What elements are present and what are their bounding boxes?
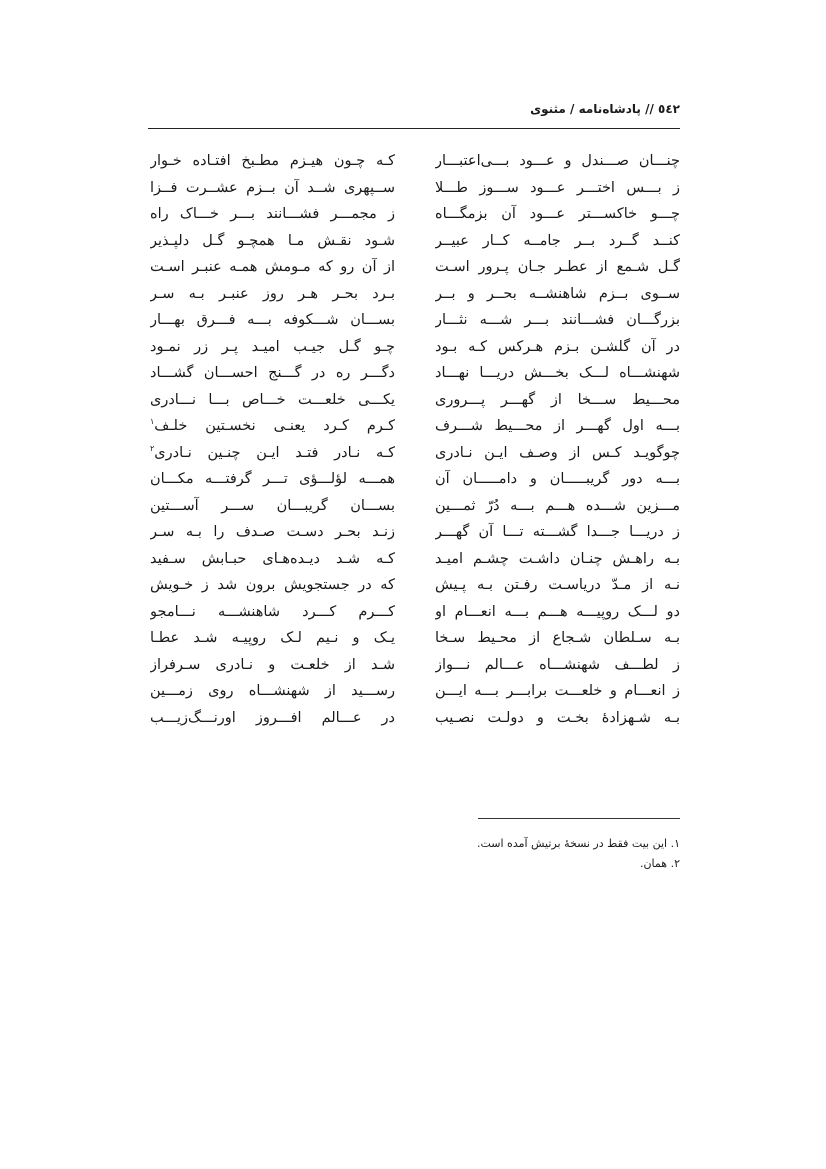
hemistich-right [435, 413, 680, 439]
hemistich-right [435, 546, 680, 572]
hemistich-text: بـــه دور گریبـــــان و دامـــــان آن [435, 471, 680, 488]
hemistich-text: شـود نقـش مـا همچـو گـل دلپـذیر [150, 232, 395, 249]
hemistich-text: شـد از خلعـت و نـادری سـرفراز [150, 656, 395, 673]
hemistich-text: در عـــالم افـــروز اورنـــگ‌زیـــب [150, 709, 395, 726]
footnote: ۲. همان. [639, 857, 680, 870]
hemistich-text: زنـد بحـر دسـت صـدف را بـه سـر [150, 524, 395, 541]
page-number: ٥٤٢ [658, 102, 680, 116]
verse-row [150, 413, 680, 440]
running-head [530, 102, 680, 116]
hemistich-text: ســپهری شــد آن بــزم عشــرت فــزا [150, 179, 395, 196]
hemistich-left [150, 201, 395, 227]
hemistich-left [150, 254, 395, 280]
hemistich-text: رســـید از شهنشـــاه روی زمـــین [150, 683, 395, 700]
hemistich-text: کـرم کـرد یعنـی نخسـتین خلـف [154, 418, 395, 435]
verse-row [150, 307, 680, 334]
hemistich-text: بـه سـلطان شـجاع از محـیط سـخا [435, 630, 680, 647]
hemistich-text: کـه نـادر فتـد ایـن چنـین نـادری [154, 444, 395, 461]
verse-row [150, 281, 680, 308]
hemistich-text: چوگویـد کـس از وصـف ایـن نـادری [435, 444, 680, 461]
hemistich-right [435, 678, 680, 704]
hemistich-right [435, 440, 680, 466]
hemistich-right [435, 334, 680, 360]
hemistich-left [150, 307, 395, 333]
hemistich-left [150, 148, 395, 174]
hemistich-text: بـه راهـش چنـان داشـت چشـم امیـد [435, 550, 680, 567]
hemistich-text: بســـان گریبـــان ســـر آســـتین [150, 497, 395, 514]
verse-row [150, 493, 680, 520]
hemistich-text: چـــو خاکســـتر عـــود آن بزمگـــاه [435, 206, 680, 223]
verse-row [150, 228, 680, 255]
hemistich-right [435, 254, 680, 280]
footnote-reference: ۲ [150, 443, 155, 453]
hemistich-right [435, 175, 680, 201]
hemistich-left [150, 466, 395, 492]
verse-row [150, 546, 680, 573]
hemistich-right [435, 572, 680, 598]
verse-row [150, 678, 680, 705]
hemistich-text: محـــیط ســـخا از گهـــر پـــروری [435, 391, 680, 408]
verse-row [150, 466, 680, 493]
verse-row [150, 652, 680, 679]
hemistich-right [435, 228, 680, 254]
verse-row [150, 201, 680, 228]
hemistich-left [150, 175, 395, 201]
verse-row [150, 572, 680, 599]
hemistich-text: گـل شـمع از عطـر جـان پـرور اسـت [435, 259, 680, 276]
verse-row [150, 148, 680, 175]
book-title: پادشاه‌نامه [578, 102, 641, 116]
hemistich-text: کـــرم کـــرد شاهنشـــه نـــامجو [150, 603, 395, 620]
hemistich-right [435, 519, 680, 545]
hemistich-text: دو لـــک روپیـــه هـــم بـــه انعـــام او [435, 603, 680, 620]
hemistich-text: ز دریـــا جـــدا گشـــته تـــا آن گهـــر [435, 524, 680, 541]
hemistich-text: کـه چـون هیـزم مطـبخ افتـاده خـوار [150, 153, 395, 170]
hemistich-right [435, 360, 680, 386]
hemistich-text: کنــد گــرد بــر جامــه کــار عبیــر [435, 232, 680, 249]
hemistich-left [150, 572, 395, 598]
hemistich-text: کـه شـد دیـده‌هـای حبـابش سـفید [150, 550, 395, 567]
header-separator: // [645, 102, 654, 116]
footnote: ۱. این بیت فقط در نسخهٔ برتیش آمده است. [476, 837, 680, 850]
verse-row [150, 625, 680, 652]
hemistich-left [150, 625, 395, 651]
footnote-rule [478, 818, 680, 819]
hemistich-right [435, 201, 680, 227]
hemistich-right [435, 599, 680, 625]
verse-row [150, 254, 680, 281]
hemistich-left [150, 360, 395, 386]
verse-block [150, 148, 680, 731]
verse-row [150, 334, 680, 361]
hemistich-text: بـــه اول گهـــر از محـــیط شـــرف [435, 418, 680, 435]
hemistich-left [150, 705, 395, 731]
hemistich-text: در آن گلشـن بـزم هـرکس کـه بـود [435, 338, 680, 355]
hemistich-left [150, 440, 395, 466]
hemistich-left [150, 652, 395, 678]
hemistich-text: بـرد بحـر هـر روز عنبـر بـه سـر [150, 285, 395, 302]
hemistich-text: بـه شـهزادهٔ بخـت و دولـت نصـیب [435, 709, 680, 726]
hemistich-left [150, 281, 395, 307]
hemistich-left [150, 387, 395, 413]
hemistich-text: چـو گـل جیـب امیـد پـر زر نمـود [150, 338, 395, 355]
hemistich-left [150, 546, 395, 572]
verse-row [150, 705, 680, 732]
hemistich-right [435, 387, 680, 413]
header-slash: / [570, 102, 575, 116]
hemistich-text: مـــزین شـــده هـــم بـــه دُرّ ثمـــین [435, 497, 680, 514]
hemistich-text: ز لطـــف شهنشـــاه عـــالم نـــواز [435, 656, 680, 673]
verse-row [150, 519, 680, 546]
hemistich-text: از آن رو که مـومش همـه عنبـر اسـت [150, 259, 395, 276]
hemistich-text: دگـــر ره در گـــنج احســـان گشـــاد [150, 365, 395, 382]
hemistich-text: همـــه لؤلـــؤی تـــر گرفتـــه مکـــان [150, 471, 395, 488]
hemistich-left [150, 334, 395, 360]
hemistich-right [435, 705, 680, 731]
verse-row [150, 440, 680, 467]
hemistich-text: بزرگـــان فشـــانند بـــر شـــه نثـــار [435, 312, 680, 329]
hemistich-text: شهنشـــاه لـــک بخـــش دریـــا نهـــاد [435, 365, 680, 382]
hemistich-right [435, 307, 680, 333]
hemistich-left [150, 493, 395, 519]
hemistich-right [435, 466, 680, 492]
verse-row [150, 387, 680, 414]
section-title: مثنوی [530, 102, 566, 116]
hemistich-text: یـک و نـیم لـک روپیـه شـد عطـا [150, 630, 395, 647]
hemistich-left [150, 678, 395, 704]
hemistich-right [435, 281, 680, 307]
hemistich-right [435, 493, 680, 519]
page-header [148, 100, 680, 129]
hemistich-right [435, 625, 680, 651]
footnote-reference: ۱ [150, 417, 155, 427]
hemistich-text: که در جستجویش برون شد ز خـویش [150, 577, 395, 594]
hemistich-text: ز مجمـــر فشـــانند بـــر خـــاک راه [150, 206, 395, 223]
hemistich-text: نـه از مـدّ دریاسـت رفـتن بـه پـیش [435, 577, 680, 594]
hemistich-left [150, 413, 395, 439]
verse-row [150, 360, 680, 387]
hemistich-right [435, 652, 680, 678]
hemistich-text: چنـــان صـــندل و عـــود بـــی‌اعتبـــار [435, 153, 680, 170]
hemistich-left [150, 519, 395, 545]
verse-row [150, 175, 680, 202]
verse-row [150, 599, 680, 626]
hemistich-text: بســـان شـــکوفه بـــه فـــرق بهـــار [150, 312, 395, 329]
hemistich-text: ز بـــس اختـــر عـــود ســـوز طـــلا [435, 179, 680, 196]
footnotes [148, 834, 680, 874]
hemistich-left [150, 228, 395, 254]
hemistich-left [150, 599, 395, 625]
hemistich-text: ز انعـــام و خلعـــت برابـــر بـــه ایـــن [435, 683, 680, 700]
hemistich-right [435, 148, 680, 174]
hemistich-text: ســوی بــزم شاهنشــه بحــر و بــر [435, 285, 680, 302]
hemistich-text: یکـــی خلعـــت خـــاص بـــا نـــادری [150, 391, 395, 408]
